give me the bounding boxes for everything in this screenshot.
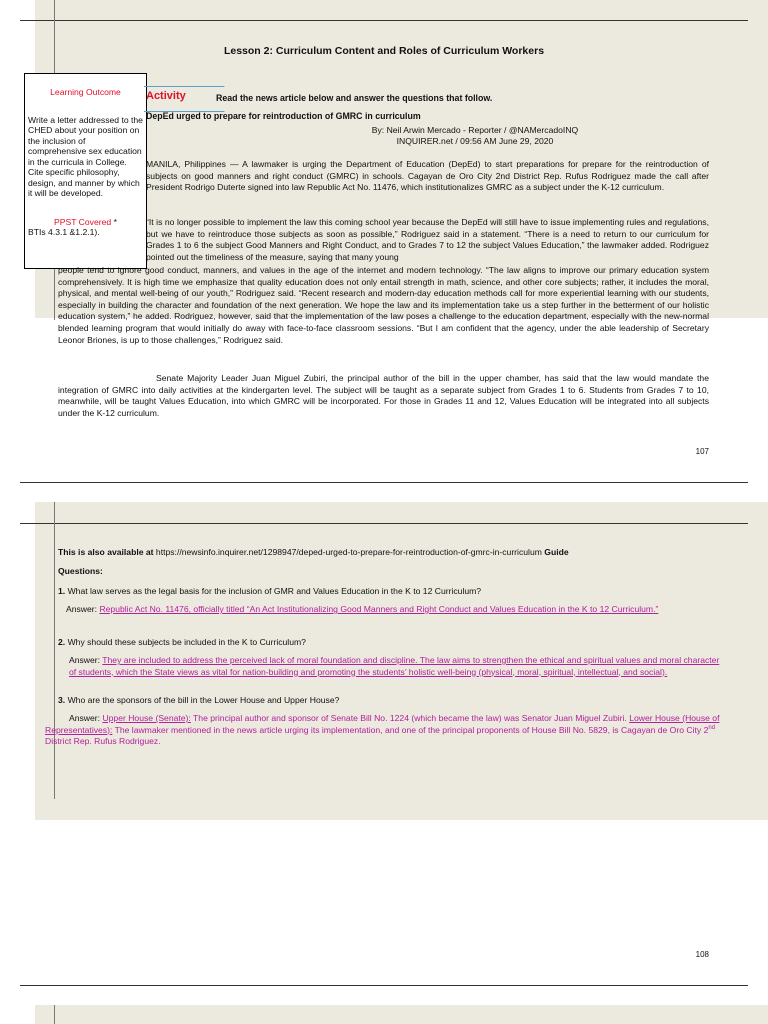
source-line [58, 547, 720, 559]
answer-3-lower-text-2: District Rep. Rufus Rodriguez. [45, 736, 161, 746]
page-107-bottom-rule [20, 482, 748, 483]
answer-3-lower-label: Lower House (House of Representatives): [45, 713, 720, 735]
questions-heading: Questions: [58, 566, 103, 576]
answer-3-lower-sup: nd [708, 724, 716, 731]
question-3-number: 3. [58, 695, 66, 705]
article-paragraph-2a: “It is no longer possible to implement the law this coming school year because the DepEd will still have to issue implementing rules and regulations, but we have to reintroduce those subjects as soon as possible,” Rodriguez said in a statement. “There is a need to return to our curriculum for Grades 1 to 6 the subject Good Manners and Right Conduct, and to Grades 7 to 12 the subject Values Education,” the lawmaker added. Rodriguez pointed out the timeliness of the measure, saying that many young [146, 217, 709, 262]
ppst-covered [25, 217, 146, 238]
article-title: DepEd urged to prepare for reintroduction of GMRC in curriculum [146, 111, 421, 121]
page-number-108: 108 [695, 950, 709, 959]
question-3-text: Who are the sponsors of the bill in the Lower House and Upper House? [67, 695, 340, 705]
answer-1-text: Republic Act No. 11476, officially titled “An Act Institutionalizing Good Manners and Right Conduct and Values Education in the K to 12 Curriculum.” [99, 604, 659, 614]
question-2 [58, 637, 720, 649]
learning-outcome-text: Write a letter addressed to the CHED about your position on the inclusion of comprehensive sex education in the curricula in College. Cite specific philosophy, design, and manner by which it will be developed. [28, 114, 143, 198]
page-109-background [35, 1005, 768, 1024]
answer-2-text: They are included to address the perceived lack of moral foundation and discipline. The law aims to strengthen the ethical and spiritual values and moral character of students, which the State views as vital for nation-building and promoting the students’ holistic well-being (physical, moral, spiritual, intellectual, and social). [69, 655, 720, 677]
answer-2 [69, 655, 722, 678]
lesson-title: Lesson 2: Curriculum Content and Roles of Curriculum Workers [223, 45, 545, 57]
article-paragraph-1: MANILA, Philippines — A lawmaker is urging the Department of Education (DepEd) to start preparations for prepare for the reintroduction of subjects on good manners and right conduct (GMRC) in schools. Cagayan de Oro City 2nd District Rep. Rufus Rodriguez made the call after President Rodrigo Duterte signed into law Republic Act No. 11476, which institutionalizes GMRC as a subject under the K-12 curriculum. [146, 159, 709, 193]
answer-3-upper-label: Upper House (Senate): [102, 713, 191, 723]
question-2-number: 2. [58, 637, 66, 647]
article-source-date: INQUIRER.net / 09:56 AM June 29, 2020 [396, 136, 554, 146]
ppst-bullet: * [113, 216, 117, 227]
ppst-label: PPST Covered [54, 216, 112, 227]
activity-instruction: Read the news article below and answer the questions that follow. [216, 93, 493, 103]
answer-1 [58, 604, 720, 616]
answer-3-lower-text-1: The lawmaker mentioned in the news article urging its implementation, and one of the principal proponents of House Bill No. 5829, is Cagayan de Oro City 2 [114, 724, 709, 735]
learning-outcome-title: Learning Outcome [50, 87, 121, 97]
source-url[interactable]: https://newsinfo.inquirer.net/1298947/deped-urged-to-prepare-for-reintroduction-of-gmrc-in-curriculum [155, 547, 542, 557]
question-2-text: Why should these subjects be included in the K to Curriculum? [67, 637, 306, 647]
page-108-margin-line [54, 502, 55, 799]
activity-label: Activity [146, 90, 186, 102]
ppst-text: BTIs 4.3.1 &1.2.1). [28, 227, 100, 237]
question-1-text: What law serves as the legal basis for the inclusion of GMR and Values Education in the K to 12 Curriculum? [67, 586, 482, 596]
question-1-number: 1. [58, 586, 66, 596]
page-108-bottom-rule [20, 985, 748, 986]
guide-label: Guide [544, 547, 569, 557]
question-3 [58, 695, 720, 707]
article-byline: By: Neil Arwin Mercado - Reporter / @NAMercadoINQ [371, 125, 579, 135]
answer-3 [45, 713, 725, 748]
page-107-top-rule [20, 20, 748, 21]
answer-1-label: Answer: [66, 604, 98, 614]
answer-3-upper-text: The principal author and sponsor of Senate Bill No. 1224 (which became the law) was Senator Juan Miguel Zubiri. [193, 713, 627, 723]
article-paragraph-2b: people tend to ignore good conduct, manners, and values in the age of the internet and modern technology. “The law aligns to improve our primary education system comprehensively. It is high time we emphasize that quality education does not only entail strength in math, science, and other core subjects; rather, it includes the moral, physical, and mental well-being of our youth,” Rodriguez said. “Recent research and modern-day education methods call for more experiential learning with our students, especially in building the character and foundation of the next generation. We hope the law and its implementation take us a step further in the betterment of our holistic education system,” he added. Rodriguez, however, said that the implementation of the law poses a challenge to the education department, especially with the new-normal blended learning program that would initially do away with face-to-face classroom sessions. “But I am confident that the agency, under the able leadership of Secretary Leonor Briones, is up to those challenges,” Rodriguez said. [58, 265, 709, 345]
page-109-margin-line [54, 1005, 55, 1024]
page-108-top-rule [20, 523, 748, 524]
page-number-107: 107 [695, 447, 709, 456]
source-prefix: This is also available at [58, 547, 154, 557]
answer-3-label: Answer: [69, 713, 101, 723]
answer-2-label: Answer: [69, 655, 101, 665]
learning-outcome-box [24, 73, 147, 269]
article-paragraph-3: Senate Majority Leader Juan Miguel Zubiri, the principal author of the bill in the upper chamber, has said that the law would mandate the integration of GMRC into daily activities at the kindergarten level. The subject will be taught as a separate subject from Grades 1 to 6. Students from Grades 7 to 10, meanwhile, will be taught Values Education, into which GMRC will be incorporated. For those in Grades 11 and 12, Values Education will be integrated into all subjects under the K-12 curriculum. [58, 373, 709, 418]
question-1 [58, 586, 720, 598]
